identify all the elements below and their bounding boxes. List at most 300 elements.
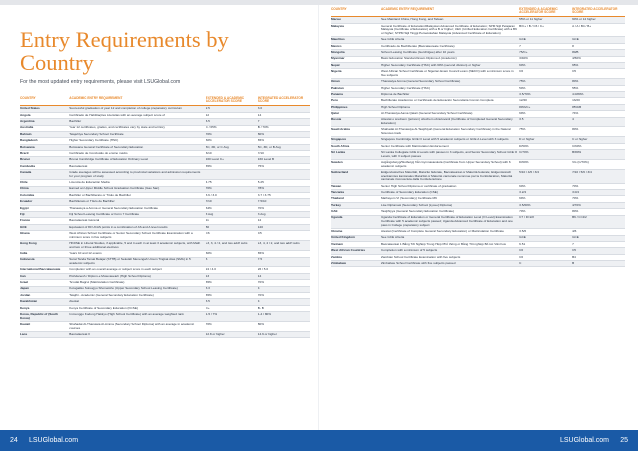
- country-cell: Egypt: [20, 205, 69, 211]
- requirement-cell: Uganda Certificate of Education or General Certificate of Education Level (O Level) Examination Certificate with 5 academic subjects passed; Uganda Advanced Certificate of Education and one pass in College preparatory subject: [381, 215, 519, 229]
- intro-text: For the most updated entry requirements, please visit LSUGlobal.com: [20, 79, 181, 85]
- requirement-cell: Completion with a minimum of 5 subjects: [381, 248, 519, 254]
- requirement-cell: Earned an Upper Middle School Graduation Certificate (Gao San): [69, 186, 205, 192]
- requirement-cell: Baccalauréat II: [69, 332, 205, 338]
- requirement-cell: Baccalauréat 1 Bằng Tốt Nghiệp Trung Hiệp Phổ thông or Bằng Tốt nghiệp Bổ túc Văn hoá: [381, 241, 519, 247]
- extended-score-cell: 64%: [206, 205, 258, 211]
- integrated-score-cell: 60% or 12 higher: [572, 17, 625, 23]
- integrated-score-cell: 8: [572, 43, 625, 49]
- requirement-cell: Te'udat Bagrut (Matriculation Certificate): [69, 280, 205, 286]
- extended-score-cell: 12.8 or higher: [206, 332, 258, 338]
- requirement-cell: Successful graduation of year 12 and completion of college preparatory curriculum: [69, 106, 205, 112]
- requirement-cell: Singapore Cambridge GCE O Level with 5 academic subjects or GCE A Level with 3 subjects: [381, 137, 519, 143]
- country-cell: Switzerland: [331, 170, 381, 184]
- table-row: [20, 241, 310, 251]
- table-header-row: [331, 7, 625, 17]
- requirement-cell: See Mainland China, Hong Kong, and Taiwan: [381, 17, 519, 23]
- country-cell: Hong Kong: [20, 241, 69, 251]
- country-cell: Kuwait: [20, 322, 69, 332]
- integrated-score-cell: 70%: [258, 280, 310, 286]
- country-cell: United Kingdom: [331, 235, 381, 241]
- footer-bar: [0, 430, 638, 451]
- integrated-score-cell: 5C, 3D, or B Avg: [258, 144, 310, 150]
- integrated-score-cell: 80%: [258, 131, 310, 137]
- requirement-cell: Bachiller or Bachillerato or Título de Bachiller: [69, 192, 205, 198]
- table-row: [331, 23, 625, 37]
- extended-score-cell: C7 / D=2/2: [519, 215, 572, 229]
- table-row: [20, 332, 310, 338]
- integrated-score-cell: C5: [572, 248, 625, 254]
- requirement-cell: Attestat o srednem (polnom) obschem obrazovanii (Certificate of Completed General Secondary Education): [381, 117, 519, 127]
- requirement-cell: Surat Tanda Tamat Belajar (STTB) or Sekolah Menengah Umum Tingkat Atas (SMA) in 5 academic subjects: [69, 257, 205, 267]
- requirement-cell: Higher Secondary Certificate (HSC): [69, 138, 205, 144]
- integrated-score-cell: 14.6 or higher: [258, 332, 310, 338]
- country-cell: Sweden: [331, 160, 381, 170]
- integrated-score-cell: 7/10 / 5/6 / 3/4: [572, 170, 625, 184]
- country-cell: Turkey: [331, 202, 381, 208]
- country-cell: Colombia: [20, 192, 69, 198]
- requirement-cell: Senior Certificate with Matriculation Endorsement: [381, 143, 519, 149]
- table-header-row: [20, 96, 310, 106]
- table-row: [20, 322, 310, 332]
- extended-score-cell: 80: [206, 224, 258, 230]
- integrated-score-cell: 55%: [572, 85, 625, 91]
- integrated-score-cell: A / A / B4 / B+: [572, 23, 625, 37]
- integrated-score-cell: 3.0: [258, 106, 310, 112]
- extended-score-cell: 160 Level C+: [206, 157, 258, 163]
- requirement-cell: Equivalent of 80 UCAS points in a combination of AS and A level results: [69, 224, 205, 230]
- integrated-score-cell: B- B: [258, 305, 310, 311]
- integrated-score-cell: 70%: [258, 292, 310, 298]
- integrated-score-cell: 80/B: [572, 50, 625, 56]
- extended-score-cell: 3 Avg: [206, 212, 258, 218]
- extended-score-cell: 3.5: [206, 299, 258, 305]
- extended-score-cell: 69%: [519, 196, 572, 202]
- integrated-score-cell: 4: [258, 286, 310, 292]
- table-row: [331, 170, 625, 184]
- table-row: [20, 312, 310, 322]
- integrated-score-cell: 7: [258, 119, 310, 125]
- requirement-cell: Avgångsbetyg/Slutbetyg från Gymnasieskola (Certificate from Upper Secondary School) with 6 academic subjects: [381, 160, 519, 170]
- table-row: [331, 117, 625, 127]
- country-cell: Oman: [331, 79, 381, 85]
- extended-score-cell: 5C, 3D, or C Avg: [206, 144, 258, 150]
- extended-score-cell: 70%: [519, 209, 572, 215]
- integrated-score-cell: B / 70%: [258, 125, 310, 131]
- requirements-table-right: [331, 7, 625, 267]
- extended-score-cell: 75/C+: [519, 50, 572, 56]
- country-cell: Canada: [20, 170, 69, 180]
- requirement-cell: Licencia de Educación Media: [69, 180, 205, 186]
- requirement-cell: Bachiller: [69, 119, 205, 125]
- requirement-cell: Bachillerato Académico or Certificado de Educación Secundaria Común Completa: [381, 98, 519, 104]
- requirement-cell: Baccalauréat: [69, 163, 205, 169]
- requirement-cell: Sri Lanka Collegiate GCE A Levels with passes in 3 subjects, and Senior Secondary School GCE O Levels, with 3 subject passes: [380, 150, 518, 158]
- left-page: [0, 5, 319, 430]
- extended-score-cell: 60%: [206, 138, 258, 144]
- extended-score-cell: 13: [206, 273, 258, 279]
- extended-score-cell: 80%/C+: [519, 104, 572, 110]
- requirement-cell: General Certificate of Education/Malaysian Advanced Certificate of Education; SPM Sijil Pelajaran Malaysia (Certificate of Education) with a B or higher; UEC (Unified Education Certificate) with a B6 or higher; STPM Sijil Tinggi Persekolahan Malaysia (Advanced Certificate of Education): [381, 23, 519, 37]
- integrated-score-cell: 12: [258, 218, 310, 224]
- footer-link-left[interactable]: LSUGlobal.com: [29, 436, 79, 444]
- country-cell: Thailand: [331, 196, 381, 202]
- extended-score-cell: 75%: [519, 127, 572, 137]
- integrated-score-cell: 26 / 5.0: [258, 267, 310, 273]
- country-cell: Vietnam: [331, 241, 381, 247]
- requirement-cell: Thanawiya Amma (General Secondary School Certificate): [381, 79, 519, 85]
- extended-score-cell: 11: [206, 218, 258, 224]
- extended-score-cell: C / 65%: [206, 125, 258, 131]
- country-cell: Korea, Republic of (South Korea): [20, 312, 69, 322]
- integrated-score-cell: 80%: [572, 127, 625, 137]
- requirement-cell: Kenya Certificate of Secondary Education (KCSE): [69, 305, 205, 311]
- page-number-left: 24: [10, 436, 18, 444]
- country-cell: Mexico: [331, 43, 381, 49]
- requirement-cell: Atestat (Certificate of Complete General Secondary Education) or Matriculation Certificate: [381, 229, 519, 235]
- country-cell: UAE: [331, 209, 381, 215]
- extended-score-cell: C6: [206, 231, 258, 241]
- integrated-score-cell: C5: [572, 69, 625, 79]
- extended-score-cell: 55% or 11 higher: [519, 17, 572, 23]
- requirement-cell: Certificado de Bachillerato (Baccalaureate Certificate): [381, 43, 519, 49]
- extended-score-cell: 7/10: [206, 199, 258, 205]
- requirement-cell: See GCE criteria: [381, 235, 519, 241]
- country-cell: United States: [20, 106, 69, 112]
- extended-score-cell: 3/40%: [519, 56, 572, 62]
- country-cell: Myanmar: [331, 56, 381, 62]
- integrated-score-cell: 4/6: [572, 229, 625, 235]
- integrated-score-cell: 3 Avg: [258, 212, 310, 218]
- integrated-score-cell: 4: [258, 299, 310, 305]
- country-cell: Nigeria: [331, 69, 381, 79]
- extended-score-cell: 60%: [519, 62, 572, 68]
- country-cell: Japan: [20, 286, 69, 292]
- integrated-score-cell: 120: [258, 224, 310, 230]
- extended-score-cell: 1-5 / 7%: [206, 312, 258, 322]
- extended-score-cell: 69%: [519, 111, 572, 117]
- extended-score-cell: C6: [519, 69, 572, 79]
- country-cell: Angola: [20, 112, 69, 118]
- country-cell: Ecuador: [20, 199, 69, 205]
- extended-score-cell: 3.5: [519, 117, 572, 127]
- requirement-cell: Diploma de Bachiller: [381, 92, 519, 98]
- extended-score-cell: GCE: [519, 37, 572, 43]
- country-cell: Kazakhstan: [20, 299, 69, 305]
- extended-score-cell: 65%: [206, 163, 258, 169]
- integrated-score-cell: C5: [258, 231, 310, 241]
- header-requirement: ACADEMIC ENTRY REQUIREMENT: [69, 96, 205, 106]
- integrated-score-cell: 4: [572, 117, 625, 127]
- table-row: [331, 150, 625, 160]
- extended-score-cell: 3.3: [206, 286, 258, 292]
- integrated-score-cell: 7: [572, 241, 625, 247]
- extended-score-cell: C6: [519, 254, 572, 260]
- integrated-score-cell: 80%: [572, 209, 625, 215]
- country-cell: Pakistan: [331, 85, 381, 91]
- requirement-cell: Kotogakko Sotsugyo Shomeisho (Upper Secondary School Leaving Certificate): [69, 286, 205, 292]
- extended-score-cell: D/60%: [519, 160, 572, 170]
- integrated-score-cell: 5.25: [258, 180, 310, 186]
- extended-score-cell: 60%: [519, 183, 572, 189]
- extended-score-cell: 50%: [519, 85, 572, 91]
- extended-score-cell: 65%: [206, 280, 258, 286]
- integrated-score-cell: 13/20: [572, 98, 625, 104]
- extended-score-cell: 12: [206, 112, 258, 118]
- requirement-cell: Thanaweya a Amma or General Secondary Education Certificate: [69, 205, 205, 211]
- integrated-score-cell: GCE: [572, 37, 625, 43]
- country-cell: Brunei: [20, 157, 69, 163]
- requirement-cell: Higher Secondary Certificate (HSC) with 60% (second division) or higher: [381, 62, 519, 68]
- country-cell: Chile: [20, 180, 69, 186]
- requirement-cell: School Leaving Certificate (Gerchilgee) after 10 years: [381, 50, 519, 56]
- integrated-score-cell: 14: [258, 112, 310, 118]
- requirement-cell: Tawjihi - Academic (General Secondary Education Certificate): [69, 292, 205, 298]
- header-extended: EXTENDED & ACADEMIC ACCELERATOR SCORE: [519, 7, 572, 17]
- requirement-cell: Immunggo Kodung Hakkyo (High School Certificate) with an average weighted rank: [69, 312, 205, 322]
- integrated-score-cell: B/80%: [572, 150, 625, 160]
- requirement-cell: Year 12 certificates, grades, and certificates vary by state and territory: [69, 125, 205, 131]
- country-cell: Uganda: [331, 215, 381, 229]
- table-body-left: [20, 106, 310, 338]
- table-row: [331, 215, 625, 229]
- extended-score-cell: 4.75: [206, 180, 258, 186]
- country-cell: Bahrain: [20, 131, 69, 137]
- country-cell: Jordan: [20, 292, 69, 298]
- requirement-cell: Atestat: [69, 299, 205, 305]
- extended-score-cell: 70%: [206, 131, 258, 137]
- extended-score-cell: [206, 170, 258, 180]
- header-requirement: ACADEMIC ENTRY REQUIREMENT: [381, 7, 519, 17]
- extended-score-cell: B/C+ / B / C6 / C+: [519, 23, 572, 37]
- country-cell: Panama: [331, 92, 381, 98]
- extended-score-cell: 7: [519, 43, 572, 49]
- requirement-cell: Tawjehiya Secondary School Certificate: [69, 131, 205, 137]
- extended-score-cell: 2.5: [206, 106, 258, 112]
- requirements-table-left: [20, 96, 310, 338]
- page-number-right: 25: [620, 436, 628, 444]
- requirement-cell: HKDSE in Liberal Studies, if applicable, 5 and 4 each in at least 3 academic subjects, with Math and two or three additional electives: [69, 241, 205, 251]
- table-row: [331, 160, 625, 170]
- requirement-cell: Grade averages will be assessed according to provincial variations and admission requirements for your program of study: [69, 170, 205, 180]
- header-integrated: INTEGRATED ACCELERATOR SCORE: [258, 96, 310, 106]
- page-title: Entry Requirements by Country: [20, 27, 229, 75]
- integrated-score-cell: 65%: [572, 62, 625, 68]
- integrated-score-cell: 80%: [258, 322, 310, 332]
- header-country: COUNTRY: [331, 7, 381, 17]
- requirement-cell: West African School Certificate or Nigerian Exam Council exam (NECO) with a minimum score in five subjects: [381, 69, 519, 79]
- country-cell: Fiji: [20, 212, 69, 218]
- country-cell: GCE: [20, 224, 69, 230]
- extended-score-cell: 3.6 / 3.0: [206, 192, 258, 198]
- country-cell: Russia: [331, 117, 381, 127]
- country-cell: France: [20, 218, 69, 224]
- integrated-score-cell: L3, 4, 4 / 2, and two add'l subs: [258, 241, 310, 251]
- extended-score-cell: 3.5/70%: [519, 92, 572, 98]
- country-cell: Qatar: [331, 111, 381, 117]
- right-page: [319, 5, 638, 430]
- requirement-cell: Pishdanesh / Diplom-e Motevaseteh (High School Diploma): [69, 273, 205, 279]
- integrated-score-cell: 74%: [572, 111, 625, 117]
- country-cell: Australia: [20, 125, 69, 131]
- requirement-cell: Bachillerato or Título de Bachiller: [69, 199, 205, 205]
- country-cell: Macau: [331, 17, 381, 23]
- country-cell: Zimbabwe: [331, 261, 381, 267]
- country-cell: Ghana: [20, 231, 69, 241]
- extended-score-cell: D/50%: [519, 143, 572, 149]
- extended-score-cell: 3.5/60%: [519, 202, 572, 208]
- country-cell: Indonesia: [20, 257, 69, 267]
- country-cell: Singapore: [331, 137, 381, 143]
- integrated-score-cell: 3.7 / 3.75: [258, 192, 310, 198]
- requirement-cell: West African School Certificate or Senior Secondary School Certificate Examination with a minimum score in five subjects: [69, 231, 205, 241]
- country-cell: South Africa: [331, 143, 381, 149]
- integrated-score-cell: 70%: [258, 205, 310, 211]
- requirement-cell: Shahadat Al-Thanawiya Al-Tawjihiyah (General Education Secondary Certificate) in the Natural Sciences track: [381, 127, 519, 137]
- integrated-score-cell: 7.5/10: [258, 199, 310, 205]
- country-cell: Philippines: [331, 104, 381, 110]
- integrated-score-cell: 70%: [572, 196, 625, 202]
- integrated-score-cell: 160 Level B: [258, 157, 310, 163]
- extended-score-cell: 6.5: [206, 119, 258, 125]
- extended-score-cell: 70%: [206, 322, 258, 332]
- country-cell: Israel: [20, 280, 69, 286]
- country-cell: Mauritius: [331, 37, 381, 43]
- integrated-score-cell: B6 / C=2/2: [572, 215, 625, 229]
- integrated-score-cell: 7/10: [258, 151, 310, 157]
- country-cell: Iran: [20, 273, 69, 279]
- integrated-score-cell: 65%: [258, 251, 310, 257]
- extended-score-cell: C/70%: [519, 150, 572, 160]
- country-cell: China: [20, 186, 69, 192]
- requirement-cell: Zambian School Certificate Examination with five subjects: [381, 254, 519, 260]
- extended-score-cell: L3, 3, 4 / 2, and two add'l subs: [206, 241, 258, 251]
- footer-link-right[interactable]: LSUGlobal.com: [559, 436, 609, 444]
- integrated-score-cell: B: [572, 261, 625, 267]
- extended-score-cell: 75%: [519, 79, 572, 85]
- requirement-cell: Shahadat Al-Thanawia Al-Amma (Secondary School Diploma) with an average in academic courses: [69, 322, 205, 332]
- integrated-score-cell: C or higher: [572, 137, 625, 143]
- integrated-score-cell: 7.5: [258, 257, 310, 267]
- extended-score-cell: 3.2/4: [519, 190, 572, 196]
- extended-score-cell: 12/20: [519, 98, 572, 104]
- extended-score-cell: 60%: [206, 251, 258, 257]
- country-cell: West African Countries: [331, 248, 381, 254]
- table-row: [331, 127, 625, 137]
- table-row: [331, 261, 625, 267]
- country-cell: Argentina: [20, 119, 69, 125]
- requirement-cell: Higher Secondary Certificate (HSC): [381, 85, 519, 91]
- requirement-cell: Al-Thanawiya Aama Qatari (General Secondary School Certificate): [381, 111, 519, 117]
- extended-score-cell: 6/10: [206, 151, 258, 157]
- requirement-cell: Completion with an overall average or subject score in each subject: [69, 267, 205, 273]
- integrated-score-cell: 85%/B: [572, 104, 625, 110]
- requirement-cell: Years 10 and 12 exams: [69, 251, 205, 257]
- extended-score-cell: 5/10 / 4/6 / 3/4: [519, 170, 572, 184]
- integrated-score-cell: 4/50%: [572, 56, 625, 62]
- integrated-score-cell: [258, 170, 310, 180]
- extended-score-cell: C+: [206, 305, 258, 311]
- country-cell: Taiwan: [331, 183, 381, 189]
- requirement-cell: Botswana General Certificate of Secondary Education: [69, 144, 205, 150]
- requirement-cell: Mathayom VI (Secondary) Certificate M6: [381, 196, 519, 202]
- country-cell: Zambia: [331, 254, 381, 260]
- requirement-cell: Baccalauréat Général: [69, 218, 205, 224]
- extended-score-cell: C: [519, 261, 572, 267]
- requirement-cell: Eidgenössisches Maturität, Maturité fédérale, Baccalauréat or Maturità federale; Eidgenössisch anerkanntes kantonales Maturität or Maturité cantonale reconnue par la Confédération, Maturità cantonale riconosciuta dalla Confederazione: [381, 170, 519, 184]
- integrated-score-cell: C/60%: [572, 143, 625, 149]
- country-cell: Kenya: [20, 305, 69, 311]
- integrated-score-cell: 75%: [258, 163, 310, 169]
- integrated-score-cell: B4: [572, 254, 625, 260]
- header-country: COUNTRY: [20, 96, 69, 106]
- requirement-cell: Basic Education Standard Exam Diploma A (Academic): [381, 56, 519, 62]
- country-cell: Tanzania: [331, 190, 381, 196]
- integrated-score-cell: 3.0/4: [572, 190, 625, 196]
- requirement-cell: Senior High School Diploma or certificate of graduation: [381, 183, 519, 189]
- extended-score-cell: D or higher: [519, 137, 572, 143]
- integrated-score-cell: 70%: [572, 183, 625, 189]
- extended-score-cell: 6.51: [519, 241, 572, 247]
- table-body-right: [331, 17, 625, 267]
- requirement-cell: High School Diploma: [381, 104, 519, 110]
- extended-score-cell: 6: [206, 257, 258, 267]
- integrated-score-cell: 1-4 / 80%: [258, 312, 310, 322]
- extended-score-cell: 70%: [206, 186, 258, 192]
- requirement-cell: Fiji School Leaving Certificate or Form 7 Certificate: [69, 212, 205, 218]
- integrated-score-cell: 4.0/80%: [572, 92, 625, 98]
- country-cell: Brazil: [20, 151, 69, 157]
- country-cell: Malaysia: [331, 23, 381, 37]
- integrated-score-cell: 80%: [572, 79, 625, 85]
- requirement-cell: See GCE criteria: [381, 37, 519, 43]
- country-cell: Botswana: [20, 144, 69, 150]
- integrated-score-cell: 65%: [258, 138, 310, 144]
- integrated-score-cell: VG (C/70%): [572, 160, 625, 170]
- table-row: [20, 170, 310, 180]
- requirement-cell: Certificado de Conclusão do ensino médio: [69, 151, 205, 157]
- country-cell: India: [20, 251, 69, 257]
- country-cell: Cambodia: [20, 163, 69, 169]
- country-cell: Mongolia: [331, 50, 381, 56]
- header-extended: EXTENDED & ACADEMIC ACCELERATOR SCORE: [206, 96, 258, 106]
- header-integrated: INTEGRATED ACCELERATOR SCORE: [572, 7, 625, 17]
- country-cell: Sri Lanka: [331, 150, 381, 160]
- integrated-score-cell: GCE: [572, 235, 625, 241]
- requirement-cell: Tawjihiyya (General Secondary Education Certificate): [381, 209, 519, 215]
- table-row: [20, 257, 310, 267]
- country-cell: International Baccalaureate: [20, 267, 69, 273]
- integrated-score-cell: 14: [258, 273, 310, 279]
- table-row: [331, 69, 625, 79]
- country-cell: Laos: [20, 332, 69, 338]
- table-row: [20, 231, 310, 241]
- extended-score-cell: C6: [519, 248, 572, 254]
- requirement-cell: Zimbabwe School Certificate with five subjects passed: [381, 261, 519, 267]
- requirement-cell: Brunei Cambridge Certificate of Education Ordinary Level: [69, 157, 205, 163]
- country-cell: Bangladesh: [20, 138, 69, 144]
- country-cell: Nepal: [331, 62, 381, 68]
- extended-score-cell: GCE: [519, 235, 572, 241]
- country-cell: Ukraine: [331, 229, 381, 235]
- extended-score-cell: 24 / 4.0: [206, 267, 258, 273]
- country-cell: Saudi Arabia: [331, 127, 381, 137]
- requirement-cell: Certificate of Secondary Education (CSE): [381, 190, 519, 196]
- integrated-score-cell: 4/70%: [572, 202, 625, 208]
- requirement-cell: Certificado de Habilitações Literárias with an average subject score of: [69, 112, 205, 118]
- extended-score-cell: 3.5/6: [519, 229, 572, 235]
- extended-score-cell: 65%: [206, 292, 258, 298]
